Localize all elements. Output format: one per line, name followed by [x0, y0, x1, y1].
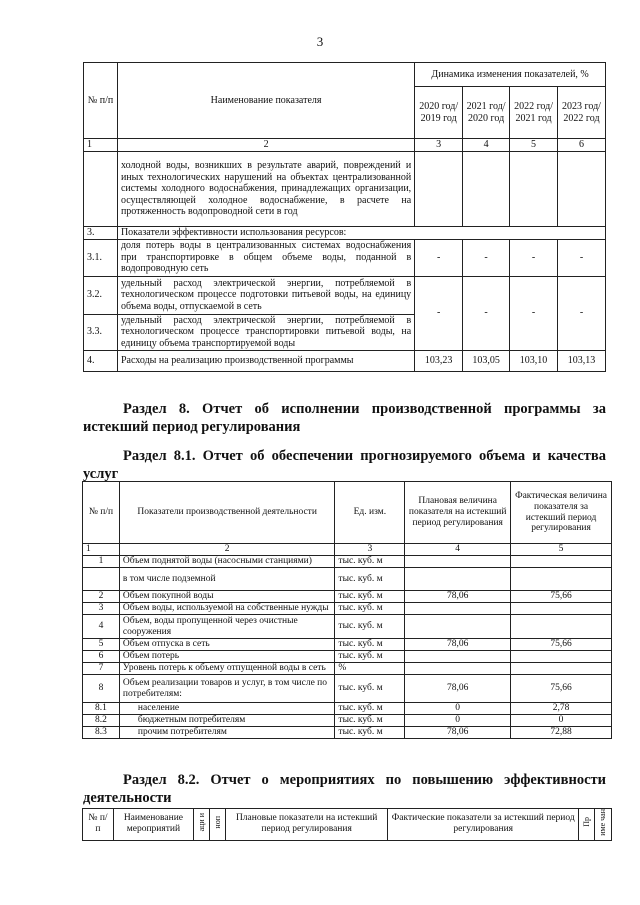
row-value: -: [415, 276, 463, 350]
index-cell: 1: [84, 139, 118, 152]
row-name: Объем реализации товаров и услуг, в том числе по потребителям:: [119, 675, 335, 703]
row-name: население: [119, 703, 335, 715]
row-value: 103,05: [463, 350, 510, 371]
row-plan: [405, 556, 511, 568]
row-plan: 78,06: [405, 591, 511, 603]
row-unit: тыс. куб. м: [335, 603, 405, 615]
row-unit: %: [335, 663, 405, 675]
row-plan: [405, 615, 511, 639]
row-name: прочим потребителям: [119, 727, 335, 739]
table-row: [83, 651, 612, 663]
row-name: бюджетным потребителям: [119, 715, 335, 727]
row-plan: [405, 603, 511, 615]
row-plan: [405, 568, 511, 591]
row-unit: тыс. куб. м: [335, 639, 405, 651]
row-fact: 72,88: [511, 727, 612, 739]
row-fact: [511, 603, 612, 615]
row-num: 3.3.: [84, 314, 118, 350]
row-num: 8.2: [83, 715, 120, 727]
row-name: в том числе подземной: [119, 568, 335, 591]
row-value: -: [463, 239, 510, 276]
row-name: Объем, воды пропущенной через очистные сооружения: [119, 615, 335, 639]
row-name: Уровень потерь к объему отпущенной воды в сеть: [119, 663, 335, 675]
row-name: Объем покупной воды: [119, 591, 335, 603]
year-header: 2022 год/ 2021 год: [510, 87, 558, 139]
col-dynamics-header: Динамика изменения показателей, %: [415, 63, 606, 87]
index-cell: 2: [117, 139, 414, 152]
row-fact: 75,66: [511, 591, 612, 603]
col-num-header: № п/п: [84, 63, 118, 139]
header-cell: Ед. изм.: [335, 482, 405, 544]
row-value: -: [510, 239, 558, 276]
indicators-dynamics-table: [83, 62, 606, 372]
efficiency-measures-table: [82, 808, 612, 841]
index-cell: 6: [558, 139, 606, 152]
table-row: [83, 703, 612, 715]
row-name: Объем отпуска в сеть: [119, 639, 335, 651]
section81-title: Раздел 8.1. Отчет об обеспечении прогнозируемого объема и качества услуг: [83, 448, 606, 482]
row-unit: тыс. куб. м: [335, 675, 405, 703]
row-value: -: [510, 276, 558, 350]
header-cell: Показатели производственной деятельности: [119, 482, 335, 544]
row-unit: тыс. куб. м: [335, 715, 405, 727]
table-row: [83, 556, 612, 568]
header-cell: № п/п: [83, 482, 120, 544]
row-unit: тыс. куб. м: [335, 556, 405, 568]
table-row: [83, 615, 612, 639]
index-cell: 3: [335, 544, 405, 556]
row-plan: 0: [405, 703, 511, 715]
header-cell: ноп: [212, 816, 222, 829]
row-unit: тыс. куб. м: [335, 651, 405, 663]
row-unit: тыс. куб. м: [335, 568, 405, 591]
row-unit: тыс. куб. м: [335, 615, 405, 639]
table-row: [83, 675, 612, 703]
table-row: [83, 727, 612, 739]
header-cell: Плановые показатели на истекший период регулирования: [225, 809, 388, 841]
index-cell: 4: [463, 139, 510, 152]
index-cell: 1: [83, 544, 120, 556]
row-text: удельный расход электрической энергии, потребляемой в технологическом процессе транспортировки питьевой воды, на единицу объема транспортируемой воды: [117, 314, 414, 350]
continued-text: холодной воды, возникших в результате аварий, повреждений и иных технологических нарушений на объектах централизованной системы холодного водоснабжения, принадлежащих организации, осуществляющей холодное водоснабжение, в расчете на протяженность водопроводной сети в год: [117, 152, 414, 227]
row-num: 2: [83, 591, 120, 603]
row-name: Объем потерь: [119, 651, 335, 663]
row-fact: 2,78: [511, 703, 612, 715]
index-cell: 3: [415, 139, 463, 152]
header-cell: Пр: [581, 817, 591, 828]
row-value: 103,13: [558, 350, 606, 371]
row-num: 4.: [84, 350, 118, 371]
row-plan: [405, 651, 511, 663]
table-row: [83, 603, 612, 615]
page-number: 3: [316, 34, 324, 49]
row-fact: [511, 568, 612, 591]
row-plan: 78,06: [405, 675, 511, 703]
row-num: 4: [83, 615, 120, 639]
row-value: 103,10: [510, 350, 558, 371]
header-cell: № п/п: [83, 809, 114, 841]
row-unit: тыс. куб. м: [335, 727, 405, 739]
section8-title: Раздел 8. Отчет об исполнении производственной программы за истекший период регулирования: [83, 401, 606, 435]
row-text: доля потерь воды в централизованных системах водоснабжения при транспортировке в общем объеме воды, поданной в водопроводную сеть: [117, 239, 414, 276]
year-header: 2023 год/ 2022 год: [558, 87, 606, 139]
row-value: -: [558, 276, 606, 350]
table-row: [83, 715, 612, 727]
section82-title: Раздел 8.2. Отчет о мероприятиях по повышению эффективности деятельности: [83, 772, 606, 806]
year-header: 2021 год/ 2020 год: [463, 87, 510, 139]
table-row: [83, 639, 612, 651]
header-cell: име чан: [598, 809, 608, 836]
row-fact: [511, 651, 612, 663]
col-name-header: Наименование показателя: [117, 63, 414, 139]
row-plan: 0: [405, 715, 511, 727]
row-value: -: [463, 276, 510, 350]
row-value: -: [558, 239, 606, 276]
row-text: Расходы на реализацию производственной программы: [117, 350, 414, 371]
row-fact: 75,66: [511, 639, 612, 651]
row-text: удельный расход электрической энергии, потребляемой в технологическом процессе подготовки питьевой воды, на единицу объема воды, отпускаемой в сеть: [117, 276, 414, 314]
row-plan: 78,06: [405, 727, 511, 739]
row-unit: тыс. куб. м: [335, 591, 405, 603]
row-num: 6: [83, 651, 120, 663]
forecast-volume-table: [82, 481, 612, 739]
row-num: 3.2.: [84, 276, 118, 314]
header-cell: Фактические показатели за истекший период регулирования: [388, 809, 579, 841]
row-fact: [511, 615, 612, 639]
row-num: 8.1: [83, 703, 120, 715]
header-cell: аци и: [196, 813, 206, 832]
row-fact: [511, 663, 612, 675]
table-row: [83, 591, 612, 603]
row-fact: 0: [511, 715, 612, 727]
year-header: 2020 год/ 2019 год: [415, 87, 463, 139]
row-plan: [405, 663, 511, 675]
row-value: -: [415, 239, 463, 276]
row-name: Объем воды, используемой на собственные нужды: [119, 603, 335, 615]
table-row: [83, 568, 612, 591]
row-num: 1: [83, 556, 120, 568]
row-num: 8.3: [83, 727, 120, 739]
header-cell: Наименование мероприятий: [113, 809, 193, 841]
row-num: 3.1.: [84, 239, 118, 276]
header-cell: Фактическая величина показателя за истекший период регулирования: [511, 482, 612, 544]
index-cell: 5: [510, 139, 558, 152]
section3-title: Показатели эффективности использования ресурсов:: [117, 227, 605, 240]
table-row: [83, 663, 612, 675]
index-cell: 2: [119, 544, 335, 556]
row-num: 5: [83, 639, 120, 651]
header-cell: Плановая величина показателя на истекший период регулирования: [405, 482, 511, 544]
row-num: 3: [83, 603, 120, 615]
index-cell: 4: [405, 544, 511, 556]
section3-num: 3.: [84, 227, 118, 240]
row-fact: 75,66: [511, 675, 612, 703]
row-num: [83, 568, 120, 591]
row-fact: [511, 556, 612, 568]
row-plan: 78,06: [405, 639, 511, 651]
row-value: 103,23: [415, 350, 463, 371]
row-num: 8: [83, 675, 120, 703]
row-name: Объем поднятой воды (насосными станциями): [119, 556, 335, 568]
row-num: 7: [83, 663, 120, 675]
index-cell: 5: [511, 544, 612, 556]
row-unit: тыс. куб. м: [335, 703, 405, 715]
